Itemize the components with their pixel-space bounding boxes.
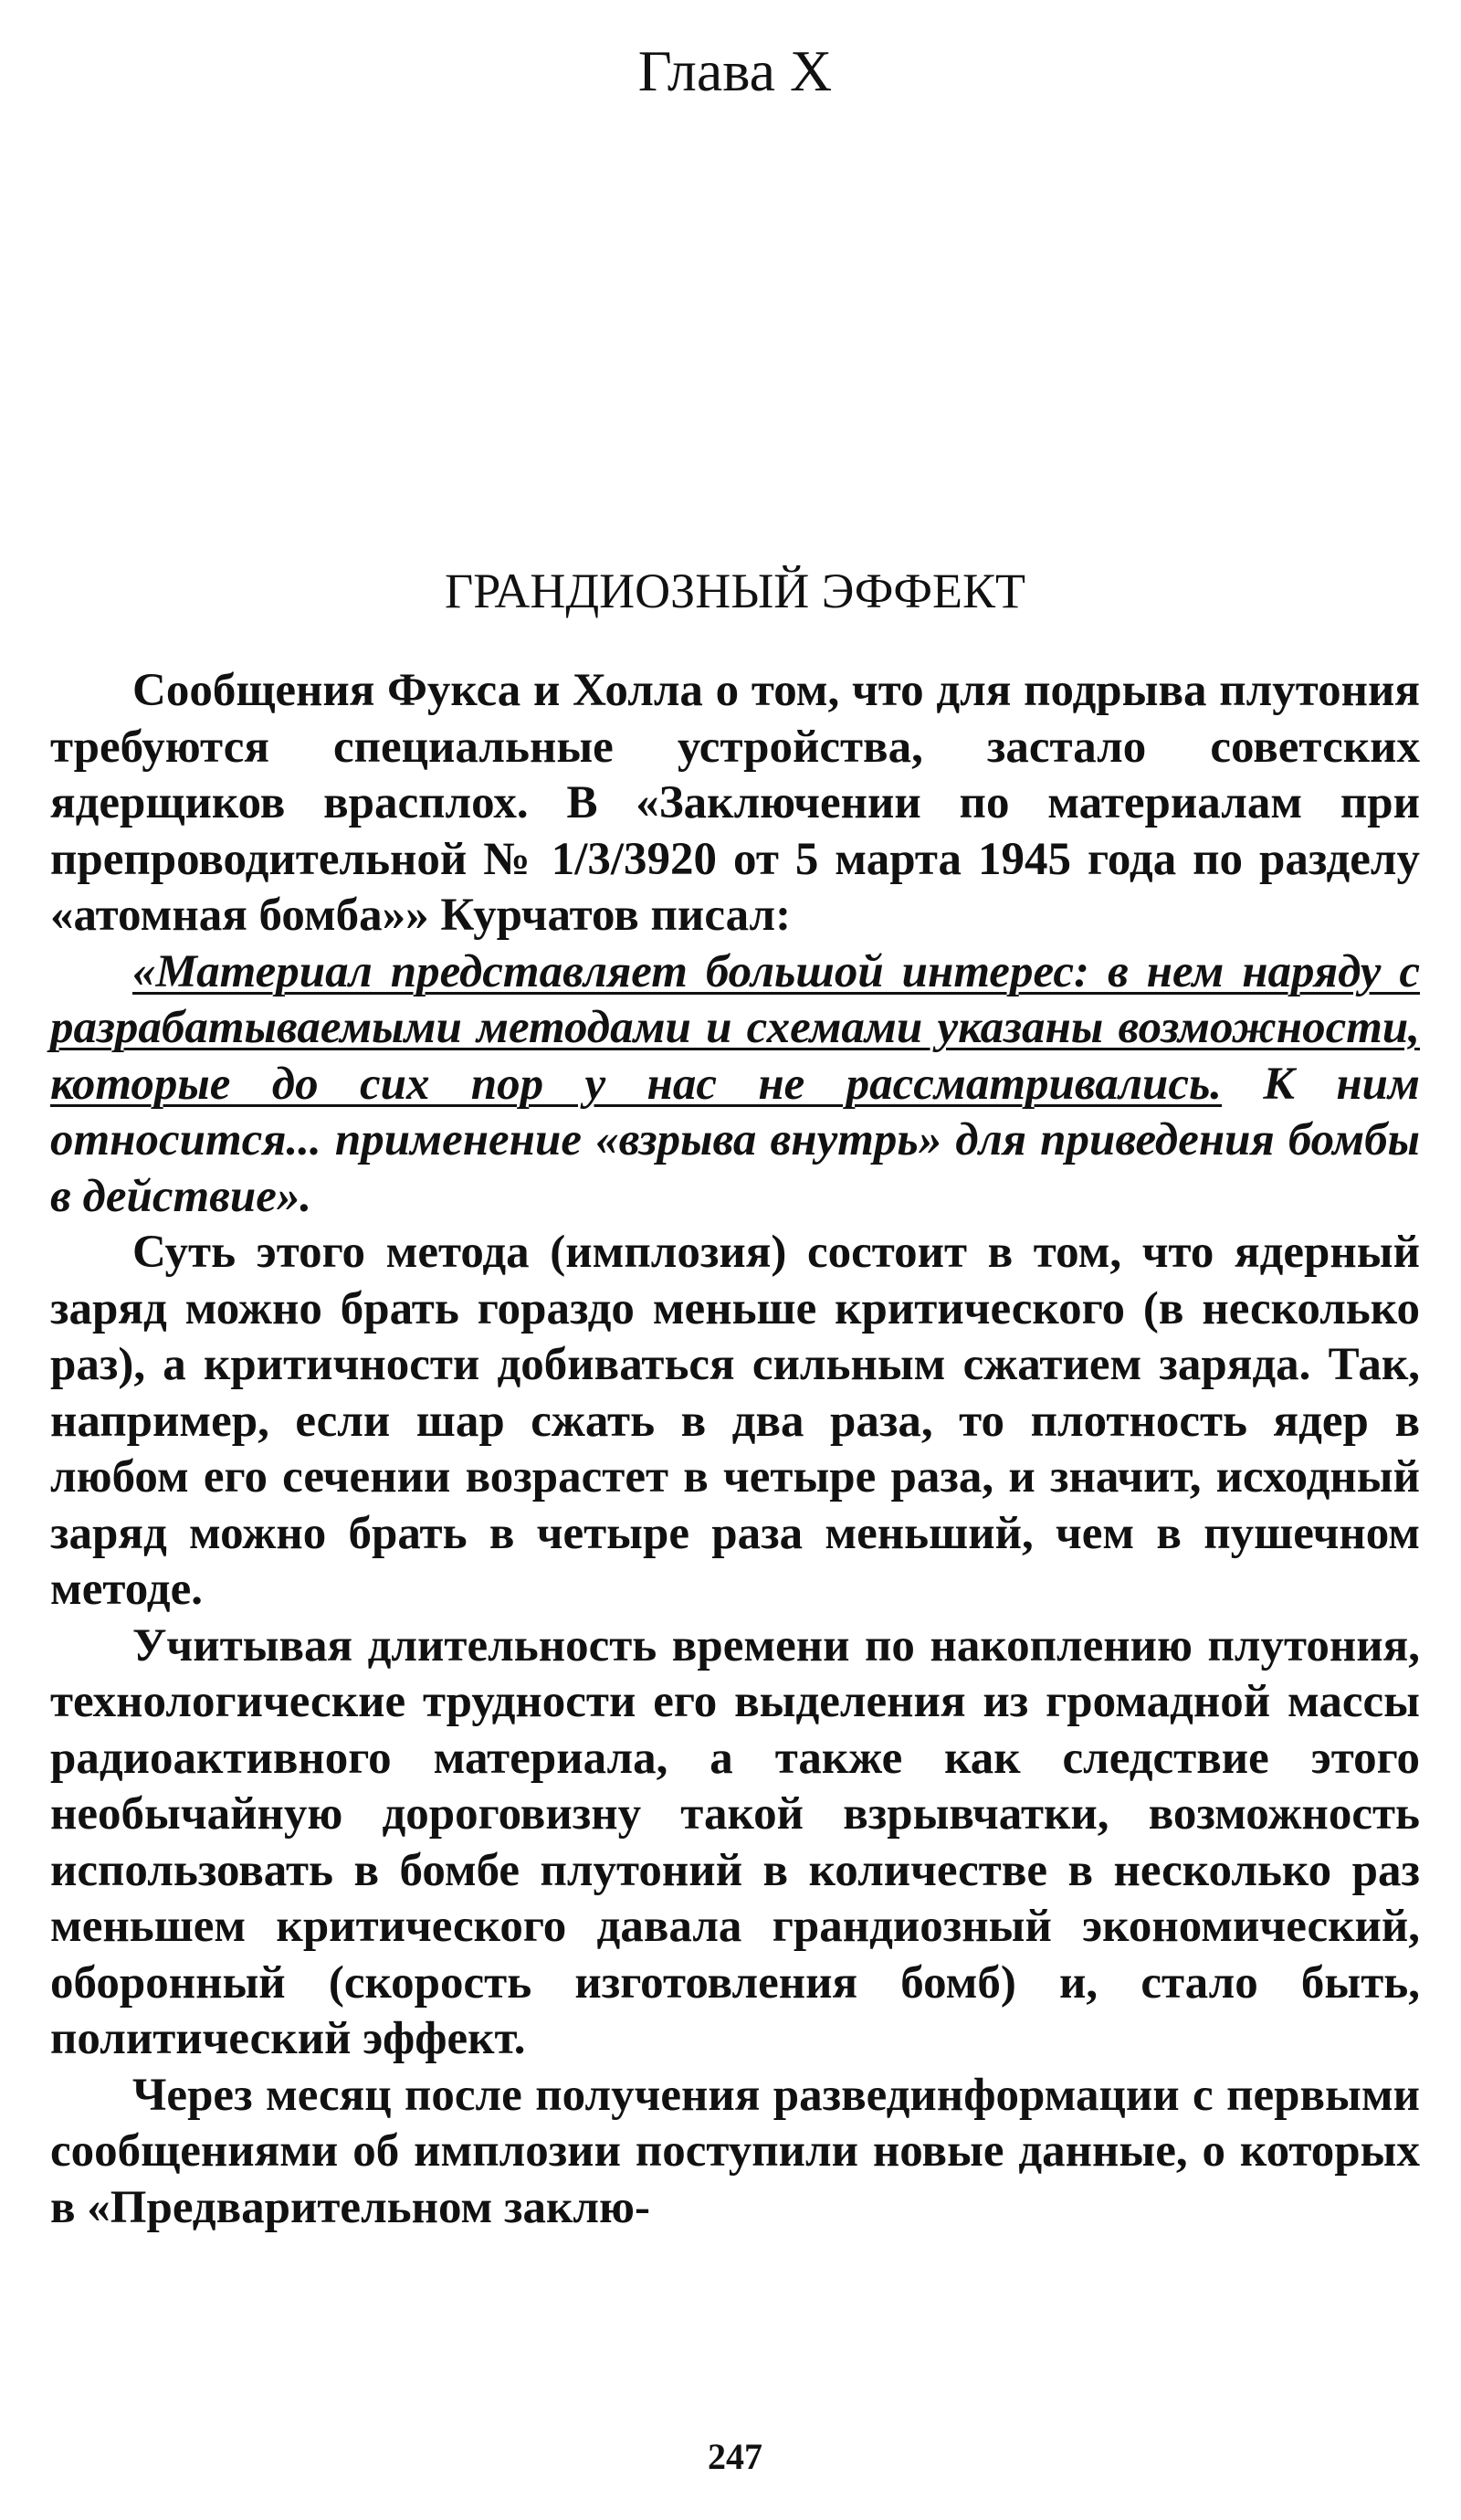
quote-rest: К ним относится... применение «взрыва внутрь» для приведения бомбы в действие». <box>50 1058 1420 1222</box>
page-number: 247 <box>708 2436 762 2477</box>
quote-underlined: «Материал представляет большой интерес: в нем наряду с разрабатываемыми методами и схемами указаны возможности, которые до сих пор у нас не рассматривались. <box>50 945 1420 1110</box>
paragraph-5: Через месяц после получения развединформации с первыми сообщениями об имплозии поступили новые данные, о которых в «Предварительном заклю- <box>50 2069 1420 2233</box>
book-page <box>50 0 1420 2520</box>
paragraph-3: Суть этого метода (имплозия) состоит в том, что ядерный заряд можно брать гораздо меньше критического (в несколько раз), а критичности добиваться сильным сжатием заряда. Так, например, если шар сжать в два раза, то плотность ядер в любом его сечении возрастет в четыре раза, и значит, исходный заряд можно брать в четыре раза меньший, чем в пушечном методе. <box>50 1227 1420 1615</box>
quote-paragraph <box>50 944 1420 1226</box>
paragraph-4: Учитывая длительность времени по накоплению плутония, технологические трудности его выделения из громадной массы радиоактивного материала, а также как следствие этого необычайную дороговизну такой взрывчатки, возможность использовать в бомбе плутоний в количестве в несколько раз меньшем критического давала грандиозный экономический, оборонный (скорость изготовления бомб) и, стало быть, политический эффект. <box>50 1619 1420 2064</box>
section-title: ГРАНДИОЗНЫЙ ЭФФЕКТ <box>444 564 1026 618</box>
body-text <box>50 663 1420 2236</box>
paragraph-1: Сообщения Фукса и Холла о том, что для подрыва плутония требуются специальные устройства, застало советских ядерщиков врасплох. В «Заключении по материалам при препроводительной № 1/3/3920 от 5 марта 1945 года по разделу «атомная бомба»» Курчатов писал: <box>50 665 1420 941</box>
chapter-title: Глава X <box>637 38 833 103</box>
